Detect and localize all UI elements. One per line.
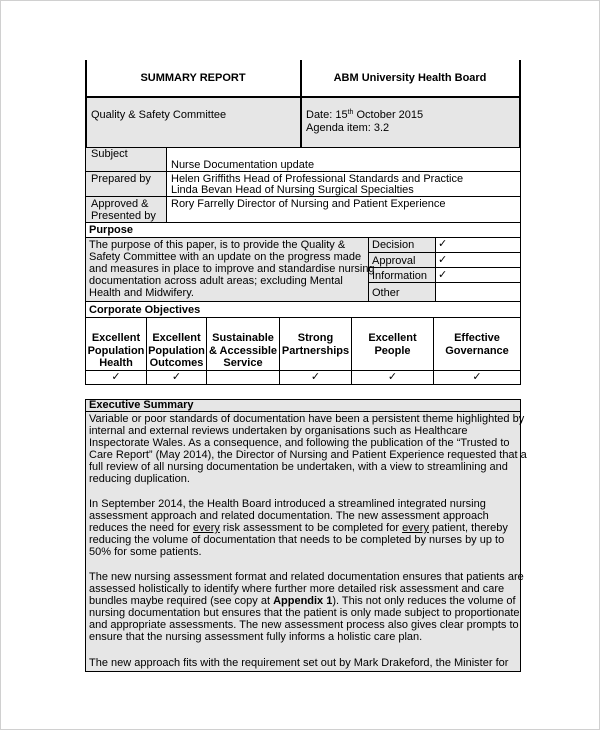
health-board-title: ABM University Health Board (333, 72, 487, 84)
exec-p2-line-3: reduces the need for every risk assessment to be completed for every patient, thereby (89, 522, 508, 534)
objective-excellent-people: Excellent People (368, 332, 417, 357)
exec-p3-line-4: nursing documentation but ensures that the patient is only made subject to proportionate (89, 607, 520, 619)
report-date: Date: 15th October 2015 (306, 109, 424, 121)
purpose-line-3: and measures in place to improve and standardise nursing (89, 263, 375, 275)
committee-name: Quality & Safety Committee (91, 109, 227, 121)
header-lower-band (85, 97, 521, 147)
option-information-check-icon: ✓ (438, 269, 448, 281)
approved-value: Rory Farrelly Director of Nursing and Patient Experience (171, 198, 446, 210)
prepared-by-line-1: Helen Griffiths Head of Professional Standards and Practice (171, 173, 464, 185)
objective-strong-partnerships: Strong Partnerships (281, 332, 350, 357)
option-information-label: Information (372, 270, 428, 282)
objectives-heading: Corporate Objectives (89, 304, 201, 316)
option-approval-check-icon: ✓ (438, 254, 448, 266)
objective-effective-governance: Effective Governance (445, 332, 509, 357)
exec-p4-line-1: The new approach fits with the requirement set out by Mark Drakeford, the Minister for (89, 657, 509, 669)
exec-p3-line-1: The new nursing assessment format and related documentation ensures that patients are (89, 571, 524, 583)
prepared-by-line-2: Linda Bevan Head of Nursing Surgical Specialties (171, 184, 414, 196)
exec-p2-line-5: 50% for some patients. (89, 546, 202, 558)
purpose-line-5: Health and Midwifery. (89, 287, 194, 299)
exec-p2-line-4: reducing the volume of documentation that needs to be completed by nurses by up to (89, 534, 505, 546)
purpose-line-1: The purpose of this paper, is to provide the Quality & (89, 239, 346, 251)
objective-4-check-icon: ✓ (310, 371, 321, 383)
objective-2-check-icon: ✓ (171, 371, 182, 383)
exec-p3-line-2: assessed holistically to identify where further more detailed risk assessment and care (89, 583, 505, 595)
prepared-by-label: Prepared by (91, 173, 151, 185)
exec-p2-line-1: In September 2014, the Health Board introduced a streamlined integrated nursing (89, 498, 486, 510)
objective-6-check-icon: ✓ (472, 371, 482, 383)
option-decision-check-icon: ✓ (438, 238, 448, 250)
approved-label-line-1: Approved & (91, 198, 149, 210)
objective-population-outcomes: Excellent Population Outcomes (148, 332, 205, 369)
option-decision-label: Decision (372, 239, 415, 251)
exec-p1-line-2: internal and external reviews undertaken by organisations such as Healthcare (89, 425, 468, 437)
executive-summary-heading: Executive Summary (89, 399, 194, 411)
purpose-heading: Purpose (89, 224, 134, 236)
approved-label-line-2: Presented by (91, 210, 156, 222)
purpose-line-4: documentation across adult areas; excluding Mental (89, 275, 343, 287)
summary-report-title: SUMMARY REPORT (140, 72, 246, 84)
exec-p1-line-4: Care Report” (May 2014), the Director of Nursing and Patient Experience requested that a (89, 449, 527, 461)
objective-1-check-icon: ✓ (111, 371, 121, 383)
objective-5-check-icon: ✓ (387, 371, 398, 383)
option-approval-label: Approval (372, 255, 416, 267)
subject-label: Subject (91, 148, 128, 160)
exec-p1-line-3: Inspectorate Wales. As a consequence, and following the publication of the “Trusted to (89, 437, 510, 449)
exec-p1-line-1: Variable or poor standards of documentation have been a persistent theme highlighted by (89, 413, 525, 425)
exec-p1-line-5: full review of all nursing documentation be undertaken, with a view to streamlining and (89, 461, 508, 473)
exec-p3-line-3: bundles maybe required (see copy at Appendix 1). This not only reduces the volume of (89, 595, 516, 607)
agenda-item: Agenda item: 3.2 (306, 122, 390, 134)
purpose-line-2: Safety Committee with an update on the progress made (89, 251, 362, 263)
objective-population-health: Excellent Population Health (87, 332, 145, 369)
option-other-label: Other (372, 287, 400, 299)
exec-p1-line-6: reducing duplication. (89, 473, 190, 485)
exec-p3-line-6: ensure that the nursing assessment fully informs a holistic care plan. (89, 631, 423, 643)
exec-p3-line-5: and appropriate assessments. The new assessment process also gives clear prompts to (89, 619, 519, 631)
subject-value: Nurse Documentation update (171, 159, 315, 171)
objective-sustainable-service: Sustainable & Accessible Service (208, 332, 278, 369)
exec-p2-line-2: assessment approach and related documentation. The new assessment approach (89, 510, 489, 522)
